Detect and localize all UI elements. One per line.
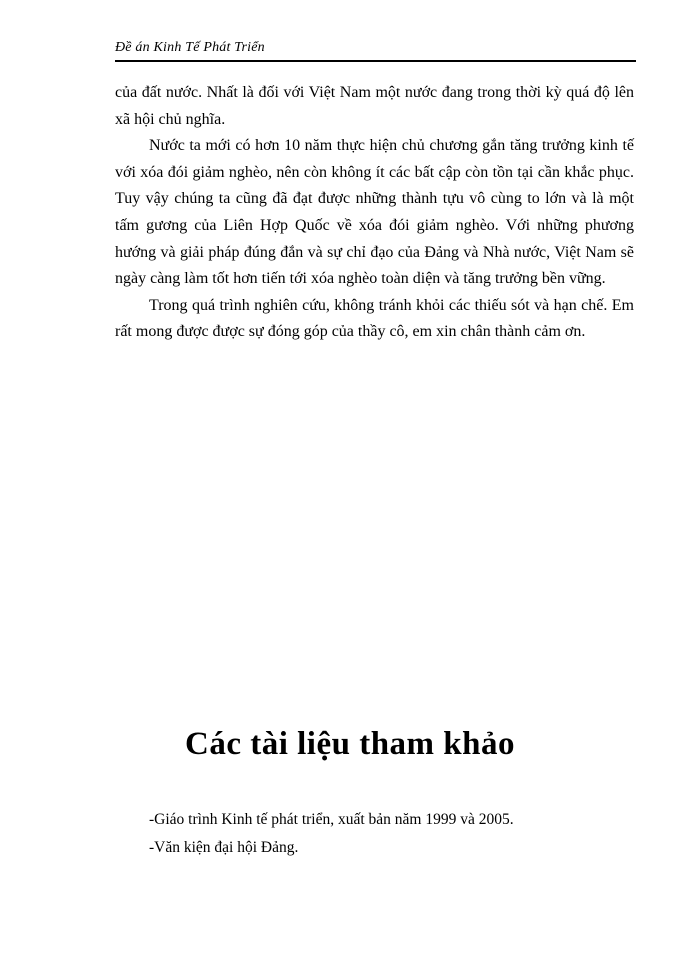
paragraph: Nước ta mới có hơn 10 năm thực hiện chủ chương gắn tăng trưởng kinh tế với xóa đói giảm nghèo, nên còn không ít các bất cập còn tồn tại cần khắc phục. Tuy vậy chúng ta cũng đã đạt được những thành tựu vô cùng to lớn và là một tấm gương của Liên Hợp Quốc về xóa đói giảm nghèo. Với những phương hướng và giải pháp đúng đắn và sự chỉ đạo của Đảng và Nhà nước, Việt Nam sẽ ngày càng làm tốt hơn tiến tới xóa nghèo toàn diện và tăng trưởng bền vững. — [115, 137, 634, 288]
header-title: Đề án Kinh Tế Phát Triển — [115, 40, 265, 55]
references-heading: Các tài liệu tham khảo — [184, 726, 515, 762]
paragraph-continuation: của đất nước. Nhất là đối với Việt Nam một nước đang trong thời kỳ quá độ lên xã hội chủ nghĩa. — [115, 84, 634, 128]
reference-item: -Giáo trình Kinh tế phát triển, xuất bản năm 1999 và 2005. — [149, 811, 514, 828]
references-list — [149, 806, 629, 862]
body-text — [115, 80, 634, 346]
reference-item: -Văn kiện đại hội Đảng. — [149, 839, 299, 856]
paragraph: Trong quá trình nghiên cứu, không tránh khỏi các thiếu sót và hạn chế. Em rất mong được được sự đóng góp của thầy cô, em xin chân thành cảm ơn. — [115, 296, 634, 341]
page-header — [115, 38, 636, 62]
